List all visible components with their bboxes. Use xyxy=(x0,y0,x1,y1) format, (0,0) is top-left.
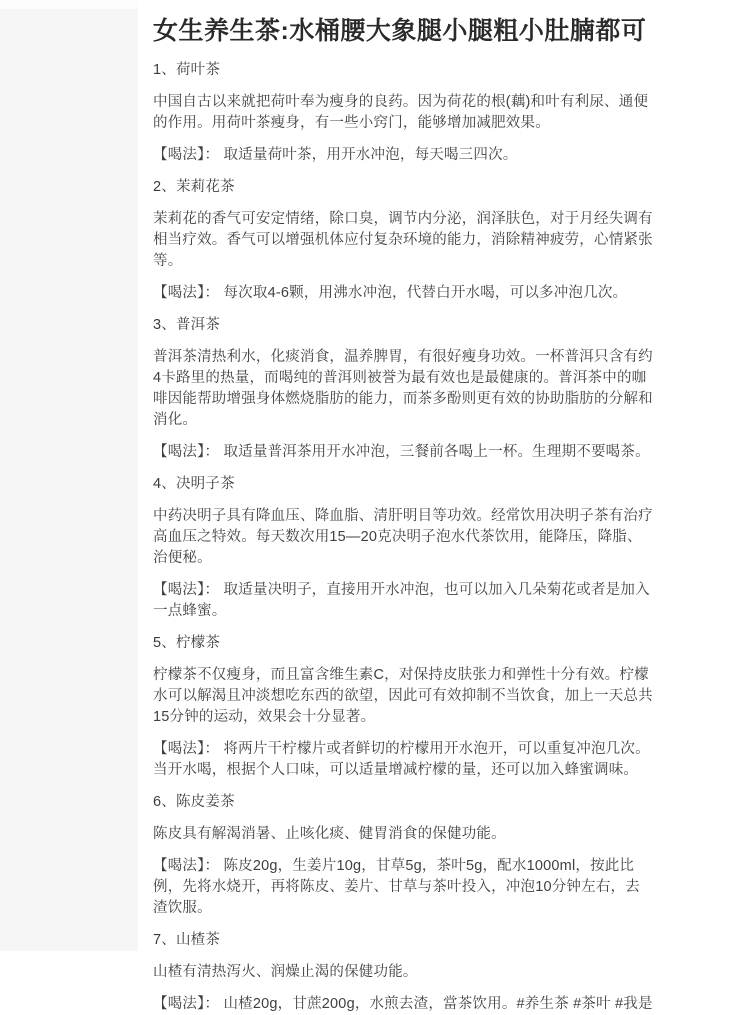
section-heading: 7、山楂茶 xyxy=(153,932,221,948)
section-description: 茉莉花的香气可安定情绪，除口臭，调节内分泌，润泽肤色，对于月经失调有相当疗效。香气可以增强机体应付复杂环境的能力，消除精神疲劳，心情紧张等。 xyxy=(153,211,653,269)
tea-section-4 xyxy=(153,474,653,622)
tea-section-1 xyxy=(153,60,653,166)
article-title: 女生养生茶:水桶腰大象腿小腿粗小肚腩都可 xyxy=(153,17,647,45)
section-heading: 6、陈皮姜茶 xyxy=(153,794,235,810)
section-description: 山楂有清热泻火、润燥止渴的保健功能。 xyxy=(153,964,418,980)
section-description: 普洱茶清热利水，化痰消食，温养脾胃，有很好瘦身功效。一杯普洱只含有约4卡路里的热量，而喝纯的普洱则被誉为最有效也是最健康的。普洱茶中的咖啡因能帮助增强身体燃烧脂肪的能力，而茶多酚则更有效的协助脂肪的分解和消化。 xyxy=(153,349,653,428)
section-heading: 5、柠檬茶 xyxy=(153,635,221,651)
section-description: 中药决明子具有降血压、降血脂、清肝明目等功效。经常饮用决明子茶有治疗高血压之特效。每天数次用15—20克决明子泡水代茶饮用，能降压，降脂、治便秘。 xyxy=(153,508,653,566)
article-card xyxy=(138,0,754,1012)
tea-section-2 xyxy=(153,177,653,304)
section-heading: 4、决明子茶 xyxy=(153,476,235,492)
section-description: 中国自古以来就把荷叶奉为瘦身的良药。因为荷花的根(藕)和叶有利尿、通便的作用。用荷叶茶瘦身，有一些小窍门，能够增加减肥效果。 xyxy=(153,94,649,131)
section-usage: 【喝法】： 将两片干柠檬片或者鲜切的柠檬用开水泡开，可以重复冲泡几次。当开水喝，根据个人口味，可以适量增减柠檬的量，还可以加入蜂蜜调味。 xyxy=(153,741,650,778)
section-usage: 【喝法】： 取适量荷叶茶，用开水冲泡，每天喝三四次。 xyxy=(153,147,518,163)
section-usage: 【喝法】： 陈皮20g，生姜片10g，甘草5g，茶叶5g，配水1000ml，按此比例，先将水烧开，再将陈皮、姜片、甘草与茶叶投入，冲泡10分钟左右，去渣饮服。 xyxy=(153,858,640,916)
page-background-gutter xyxy=(0,9,138,951)
section-usage: 【喝法】： 每次取4-6颗，用沸水冲泡，代替白开水喝，可以多冲泡几次。 xyxy=(153,285,628,301)
section-usage: 【喝法】： 山楂20g，甘蔗200g，水煎去渣，當茶饮用。#养生茶 #茶叶 #我是 xyxy=(153,996,653,1012)
tea-section-5 xyxy=(153,633,653,781)
article-content xyxy=(153,14,653,1015)
tea-section-6 xyxy=(153,792,653,919)
section-usage: 【喝法】： 取适量决明子，直接用开水冲泡，也可以加入几朵菊花或者是加入一点蜂蜜。 xyxy=(153,582,650,619)
section-heading: 3、普洱茶 xyxy=(153,317,221,333)
section-heading: 2、茉莉花茶 xyxy=(153,179,235,195)
section-description: 陈皮具有解渴消暑、止咳化痰、健胃消食的保健功能。 xyxy=(153,826,506,842)
section-usage: 【喝法】： 取适量普洱茶用开水冲泡，三餐前各喝上一杯。生理期不要喝茶。 xyxy=(153,444,650,460)
section-description: 柠檬茶不仅瘦身，而且富含维生素C，对保持皮肤张力和弹性十分有效。柠檬水可以解渴且冲淡想吃东西的欲望，因此可有效抑制不当饮食，加上一天总共15分钟的运动，效果会十分显著。 xyxy=(153,667,653,725)
section-heading: 1、荷叶茶 xyxy=(153,62,221,78)
tea-section-3 xyxy=(153,315,653,463)
tea-section-7 xyxy=(153,930,653,1015)
